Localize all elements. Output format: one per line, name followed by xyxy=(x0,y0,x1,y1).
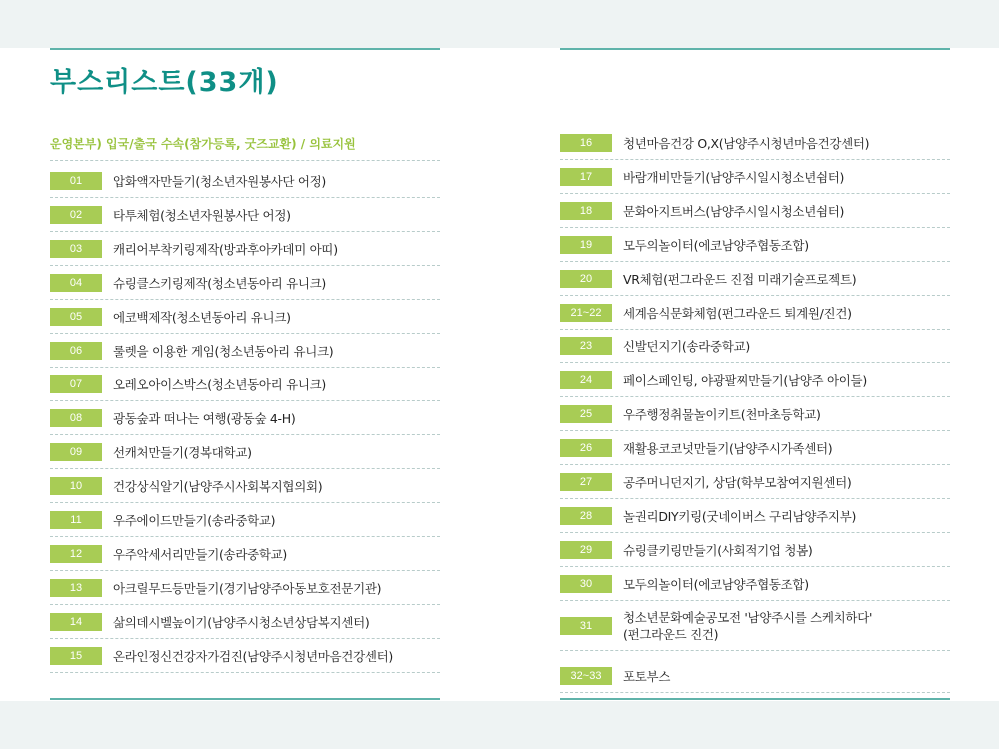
row-divider xyxy=(50,434,440,435)
booth-number-badge: 25 xyxy=(560,405,612,423)
booth-number-badge: 14 xyxy=(50,613,102,631)
left-top-rule xyxy=(50,48,440,50)
row-divider xyxy=(560,650,950,651)
page-title: 부스리스트(33개) xyxy=(50,67,279,98)
booth-label: 우주에이드만들기(송라중학교) xyxy=(113,513,276,528)
row-divider xyxy=(50,570,440,571)
booth-label: 에코백제작(청소년동아리 유니크) xyxy=(113,309,291,325)
row-divider xyxy=(50,333,440,334)
booth-row xyxy=(560,267,950,291)
row-divider xyxy=(50,197,440,198)
booth-number-badge: 24 xyxy=(560,371,612,389)
booth-label: VR체험(펀그라운드 진접 미래기술프로젝트) xyxy=(623,271,857,287)
booth-number-badge: 05 xyxy=(50,308,102,326)
booth-number-badge: 12 xyxy=(50,545,102,563)
booth-number-badge: 07 xyxy=(50,375,102,393)
row-divider xyxy=(50,604,440,605)
booth-row xyxy=(560,664,950,688)
row-divider xyxy=(560,498,950,499)
row-divider xyxy=(560,227,950,228)
right-top-rule xyxy=(560,48,950,50)
row-divider xyxy=(560,532,950,533)
booth-row xyxy=(560,165,950,189)
booth-label: 포토부스 xyxy=(623,668,671,684)
row-divider xyxy=(560,193,950,194)
booth-row xyxy=(50,406,440,430)
booth-row xyxy=(50,339,440,363)
booth-label: 건강상식알기(남양주시사회복지협의회) xyxy=(113,479,323,495)
row-divider xyxy=(560,464,950,465)
booth-number-badge: 04 xyxy=(50,274,102,292)
booth-row xyxy=(560,436,950,460)
booth-number-badge: 19 xyxy=(560,236,612,254)
booth-label: 캐리어부착키링제작(방과후아카데미 아띠) xyxy=(113,241,338,257)
booth-number-badge: 28 xyxy=(560,507,612,525)
booth-number-badge: 06 xyxy=(50,342,102,360)
booth-row xyxy=(50,474,440,498)
row-divider xyxy=(560,362,950,363)
row-divider xyxy=(50,638,440,639)
row-divider xyxy=(50,231,440,232)
booth-label: 재활용코코넛만들기(남양주시가족센터) xyxy=(623,441,833,457)
booth-row xyxy=(560,606,950,646)
booth-number-badge: 03 xyxy=(50,240,102,258)
booth-row xyxy=(50,576,440,600)
booth-label: 공주머니던지기, 상담(학부모참여지원센터) xyxy=(623,475,852,490)
booth-number-badge: 26 xyxy=(560,439,612,457)
booth-row xyxy=(50,610,440,634)
booth-row xyxy=(50,372,440,396)
bottom-band xyxy=(0,701,999,749)
booth-label: 모두의놀이터(에코남양주협동조합) xyxy=(623,237,809,253)
booth-number-badge: 08 xyxy=(50,409,102,427)
booth-number-badge: 20 xyxy=(560,270,612,288)
row-divider xyxy=(560,600,950,601)
right-bottom-rule xyxy=(560,698,950,700)
booth-label: 문화아지트버스(남양주시일시청소년쉼터) xyxy=(623,203,845,219)
booth-row xyxy=(50,305,440,329)
booth-row xyxy=(560,538,950,562)
booth-label: 슈링클키링만들기(사회적기업 청봄) xyxy=(623,542,813,558)
booth-number-badge: 01 xyxy=(50,172,102,190)
booth-number-badge: 11 xyxy=(50,511,102,529)
booth-label: 룰렛을 이용한 게임(청소년동아리 유니크) xyxy=(113,343,334,359)
booth-label: 광동숲과 떠나는 여행(광동숲 4-H) xyxy=(113,411,296,427)
row-divider xyxy=(560,159,950,160)
booth-number-badge: 29 xyxy=(560,541,612,559)
booth-number-badge: 13 xyxy=(50,579,102,597)
booth-row xyxy=(560,402,950,426)
row-divider xyxy=(50,367,440,368)
row-divider xyxy=(50,502,440,503)
booth-label: 세계음식문화체험(펀그라운드 퇴계원/진건) xyxy=(623,305,852,321)
booth-label: 타투체험(청소년자원봉사단 어정) xyxy=(113,207,291,223)
booth-row xyxy=(50,508,440,532)
row-divider xyxy=(50,468,440,469)
booth-label: 바람개비만들기(남양주시일시청소년쉼터) xyxy=(623,169,845,185)
booth-label: 온라인정신건강자가검진(남양주시청년마음건강센터) xyxy=(113,648,393,664)
booth-number-badge: 27 xyxy=(560,473,612,491)
booth-row xyxy=(560,368,950,392)
row-divider xyxy=(560,566,950,567)
booth-row xyxy=(50,271,440,295)
booth-row xyxy=(50,203,440,227)
booth-number-badge: 10 xyxy=(50,477,102,495)
booth-label: 청소년문화예술공모전 '남양주시를 스케치하다' (펀그라운드 진건) xyxy=(623,609,873,642)
booth-label: 우주악세서리만들기(송라중학교) xyxy=(113,546,288,562)
row-divider xyxy=(560,396,950,397)
row-divider xyxy=(560,261,950,262)
booth-row xyxy=(560,199,950,223)
booth-row xyxy=(560,301,950,325)
booth-row xyxy=(560,470,950,494)
booth-number-badge: 02 xyxy=(50,206,102,224)
booth-number-badge: 15 xyxy=(50,647,102,665)
booth-number-badge: 23 xyxy=(560,337,612,355)
booth-label: 모두의놀이터(에코남양주협동조합) xyxy=(623,576,809,592)
booth-label: 페이스페인팅, 야광팔찌만들기(남양주 아이들) xyxy=(623,373,867,389)
booth-row xyxy=(50,169,440,193)
booth-label: 아크릴무드등만들기(경기남양주아동보호전문기관) xyxy=(113,580,382,596)
booth-label: 신발던지기(송라중학교) xyxy=(623,339,750,355)
booth-label: 압화액자만들기(청소년자원봉사단 어정) xyxy=(113,174,327,189)
booth-number-badge: 17 xyxy=(560,168,612,186)
booth-row xyxy=(560,572,950,596)
row-divider xyxy=(50,672,440,673)
booth-label: 슈링클스키링제작(청소년동아리 유니크) xyxy=(113,275,327,291)
booth-label: 선캐처만들기(경복대학교) xyxy=(113,445,252,461)
booth-label: 우주행정취물놀이키트(천마초등학교) xyxy=(623,407,821,423)
left-bottom-rule xyxy=(50,698,440,700)
booth-number-badge: 31 xyxy=(560,617,612,635)
booth-row xyxy=(560,233,950,257)
booth-label: 청년마음건강 O,X(남양주시청년마음건강센터) xyxy=(623,136,870,151)
booth-number-badge: 18 xyxy=(560,202,612,220)
booth-row xyxy=(50,542,440,566)
operations-subhead: 운영본부) 입국/출국 수속(참가등록, 굿즈교환) / 의료지원 xyxy=(50,137,356,151)
booth-label: 놀권리DIY키링(굿네이버스 구리남양주지부) xyxy=(623,508,857,524)
row-divider xyxy=(50,299,440,300)
row-divider xyxy=(50,400,440,401)
booth-number-badge: 32~33 xyxy=(560,667,612,685)
row-divider xyxy=(50,265,440,266)
row-divider xyxy=(560,430,950,431)
booth-number-badge: 09 xyxy=(50,443,102,461)
booth-number-badge: 21~22 xyxy=(560,304,612,322)
booth-number-badge: 16 xyxy=(560,134,612,152)
booth-row xyxy=(50,644,440,668)
booth-label: 오레오아이스박스(청소년동아리 유니크) xyxy=(113,377,327,393)
row-divider xyxy=(560,692,950,693)
booth-row xyxy=(50,440,440,464)
booth-row xyxy=(50,237,440,261)
row-divider xyxy=(560,295,950,296)
booth-row xyxy=(560,334,950,358)
top-band xyxy=(0,0,999,48)
row-divider xyxy=(50,536,440,537)
booth-row xyxy=(560,504,950,528)
booth-number-badge: 30 xyxy=(560,575,612,593)
row-divider xyxy=(560,329,950,330)
booth-row xyxy=(560,131,950,155)
subhead-divider xyxy=(50,160,440,161)
booth-label: 삶의데시벨높이기(남양주시청소년상담복지센터) xyxy=(113,614,370,630)
